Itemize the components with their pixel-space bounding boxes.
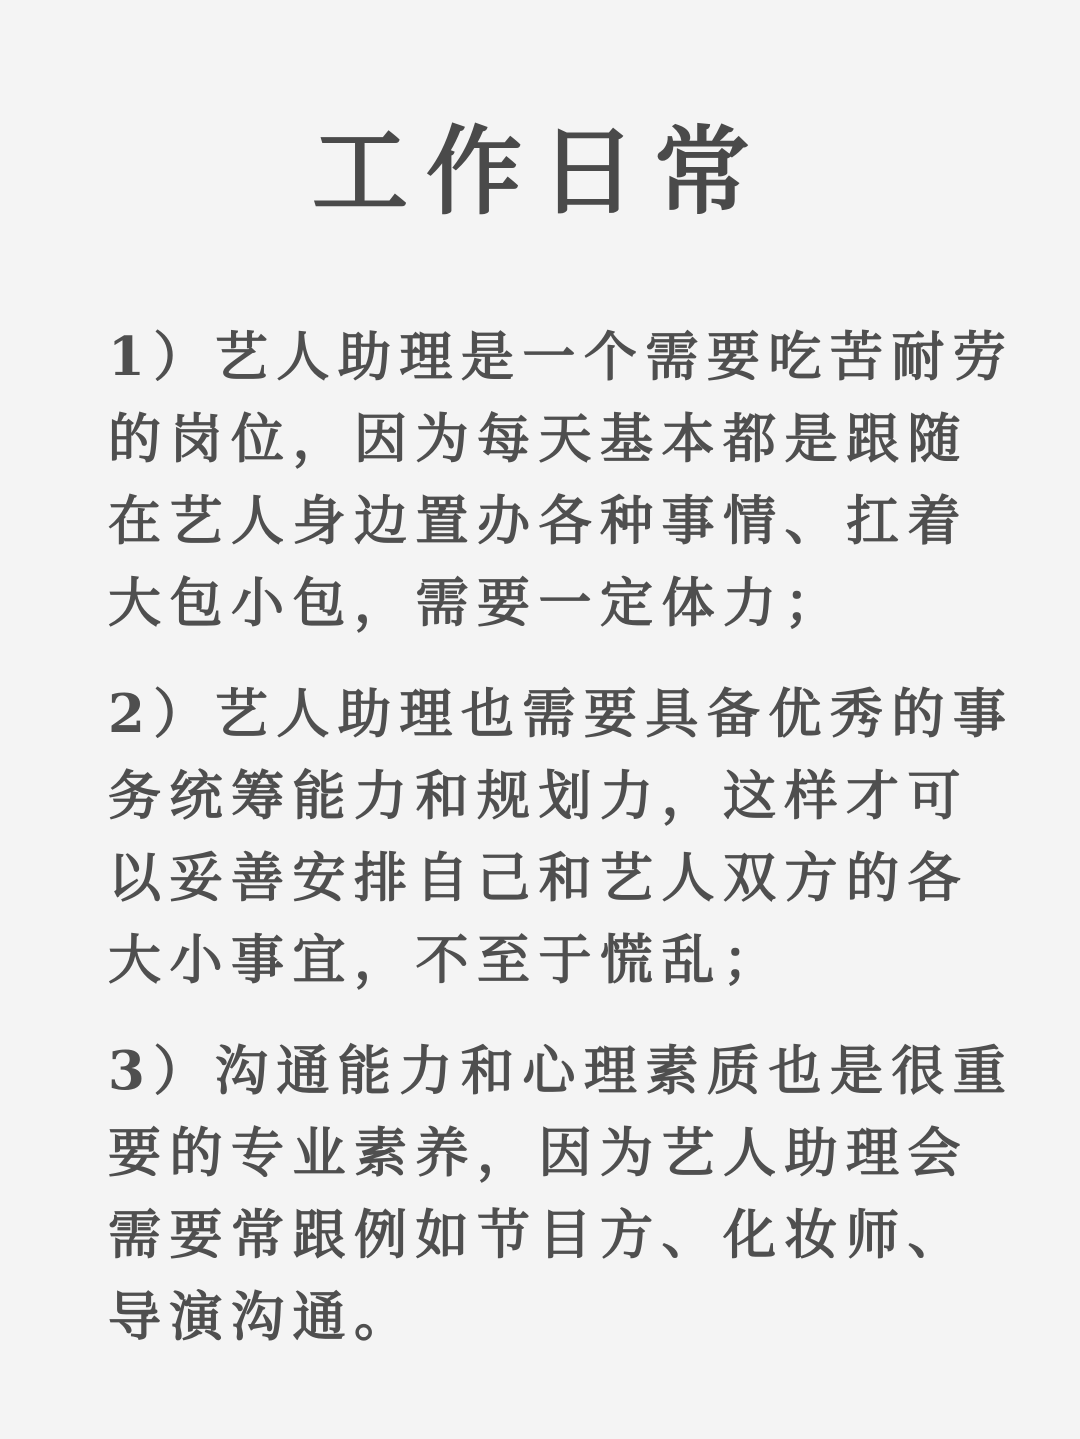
paragraph-line: 在艺人身边置办各种事情、扛着 xyxy=(108,490,969,552)
paragraph-line: 以妥善安排自己和艺人双方的各 xyxy=(108,847,969,909)
paragraph-3 xyxy=(108,1030,1015,1358)
paragraph-line: 需要常跟例如节目方、化妆师、 xyxy=(108,1204,969,1266)
paragraph-line: 要的专业素养，因为艺人助理会 xyxy=(108,1122,969,1184)
paragraph-line: 1）艺人助理是一个需要吃苦耐劳 xyxy=(108,326,1015,388)
paragraph-line: 大小事宜，不至于慌乱； xyxy=(108,929,785,991)
paragraph-line: 3）沟通能力和心理素质也是很重 xyxy=(108,1040,1015,1102)
paragraph-1 xyxy=(108,316,1015,644)
paragraph-2 xyxy=(108,673,1015,1001)
paragraph-line: 导演沟通。 xyxy=(108,1286,416,1348)
page-title: 工作日常 xyxy=(312,115,768,228)
paragraph-line: 大包小包，需要一定体力； xyxy=(108,572,846,634)
paragraph-line: 2）艺人助理也需要具备优秀的事 xyxy=(108,683,1015,745)
paragraph-line: 务统筹能力和规划力，这样才可 xyxy=(108,765,969,827)
paragraph-line: 的岗位，因为每天基本都是跟随 xyxy=(108,408,969,470)
